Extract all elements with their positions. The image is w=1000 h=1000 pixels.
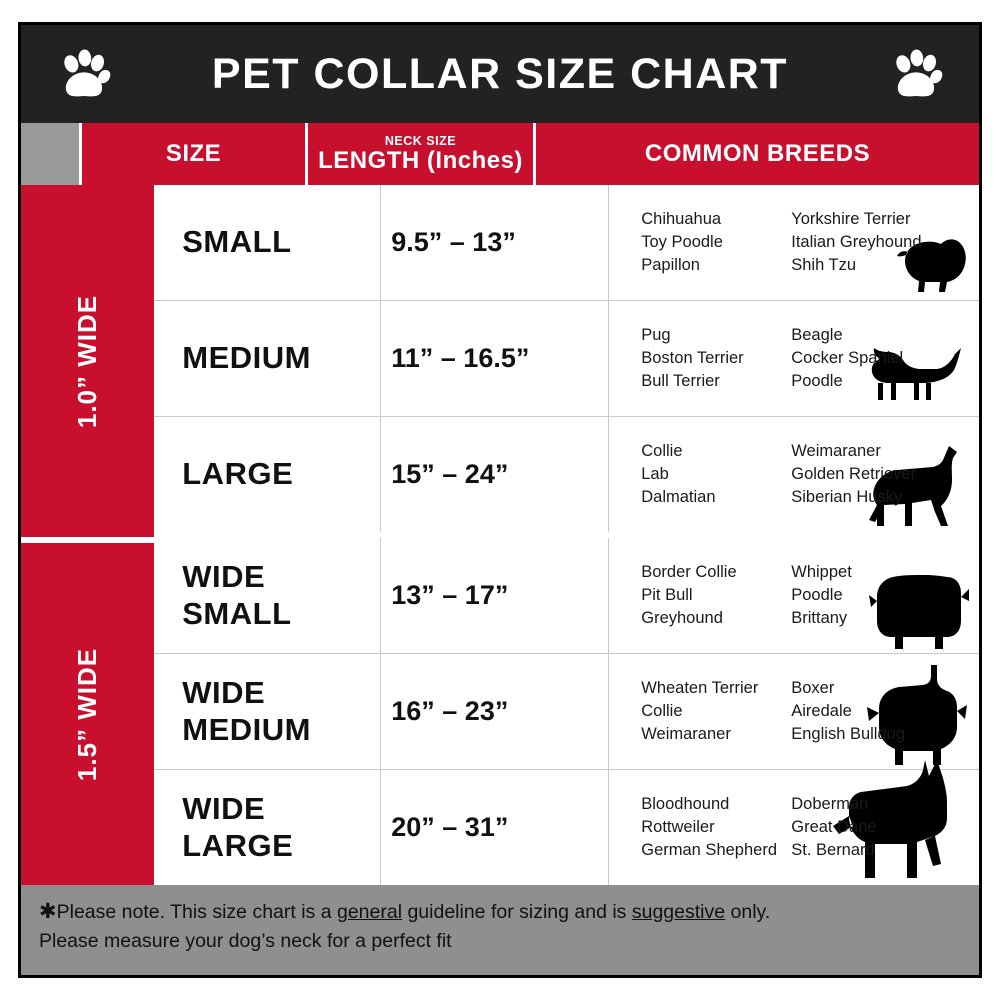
breed-item: English Bulldog xyxy=(791,724,905,743)
row-breeds-cell xyxy=(608,538,979,653)
breed-column-2 xyxy=(791,440,941,508)
breed-column-2 xyxy=(791,208,941,276)
breed-item: Dalmatian xyxy=(641,487,716,506)
table-row xyxy=(154,185,979,300)
footer-text-b: guideline for sizing and is xyxy=(402,901,632,923)
breed-item: German Shepherd xyxy=(641,840,777,859)
row-size-label-line1: WIDE xyxy=(182,674,266,710)
paw-print-icon xyxy=(889,47,943,101)
row-breeds-cell xyxy=(608,770,979,885)
row-size-label-line2: MEDIUM xyxy=(182,711,311,747)
row-breeds-cell xyxy=(608,185,979,300)
row-length-label: 20” – 31” xyxy=(391,812,509,842)
breed-item: Doberman xyxy=(791,795,869,814)
row-size-label: MEDIUM xyxy=(182,340,311,376)
row-size-label-line1: WIDE xyxy=(182,790,266,826)
row-size-label xyxy=(182,559,291,632)
column-header-breeds-label: COMMON BREEDS xyxy=(644,140,871,168)
breed-item: Rottweiler xyxy=(641,818,715,837)
table-row xyxy=(154,769,979,885)
breed-item: Border Collie xyxy=(641,563,737,582)
breed-item: Whippet xyxy=(791,563,852,582)
breed-item: Pug xyxy=(641,326,671,345)
row-size-label-line2: LARGE xyxy=(182,827,294,863)
breed-item: Lab xyxy=(641,465,669,484)
row-size-cell xyxy=(154,770,380,885)
row-size-cell xyxy=(154,417,380,532)
table-row xyxy=(154,416,979,532)
breed-item: Toy Poodle xyxy=(641,233,723,252)
breed-item: Golden Retriever xyxy=(791,465,916,484)
row-size-label: LARGE xyxy=(182,456,294,492)
footer-note xyxy=(21,885,979,977)
row-size-cell xyxy=(154,185,380,300)
corner-cell xyxy=(21,123,79,185)
breed-item: Pit Bull xyxy=(641,586,693,605)
footer-text-underline-suggestive: suggestive xyxy=(631,901,726,923)
breed-column-1 xyxy=(641,793,791,861)
footer-text-a: Please note. This size chart is a xyxy=(56,901,337,923)
breed-column-1 xyxy=(641,208,791,276)
group-label-1-0-wide xyxy=(21,185,154,537)
breed-item: Poodle xyxy=(791,586,843,605)
paw-print-icon xyxy=(57,47,111,101)
breed-item: Boxer xyxy=(791,679,835,698)
breed-column-1 xyxy=(641,324,791,392)
row-size-cell xyxy=(154,301,380,416)
breed-item: Yorkshire Terrier xyxy=(791,210,911,229)
row-breeds-cell xyxy=(608,417,979,532)
breed-column-2 xyxy=(791,561,941,629)
breed-item: Collie xyxy=(641,702,683,721)
breed-column-1 xyxy=(641,561,791,629)
chart-body xyxy=(21,185,979,885)
breed-column-2 xyxy=(791,324,941,392)
breed-item: St. Bernard xyxy=(791,840,875,859)
breed-item: Papillon xyxy=(641,255,700,274)
table-row xyxy=(154,653,979,769)
breed-item: Italian Greyhound xyxy=(791,233,922,252)
row-size-label xyxy=(182,791,293,864)
row-length-cell xyxy=(380,185,608,300)
row-length-cell xyxy=(380,301,608,416)
breed-item: Brittany xyxy=(791,608,848,627)
chart-header xyxy=(21,25,979,123)
table-row xyxy=(154,532,979,653)
column-header-breeds xyxy=(533,123,979,185)
row-size-cell xyxy=(154,654,380,769)
breed-column-1 xyxy=(641,440,791,508)
row-length-label: 11” – 16.5” xyxy=(391,343,530,373)
row-size-label xyxy=(182,675,311,748)
breed-column-2 xyxy=(791,677,941,745)
breed-item: Collie xyxy=(641,442,683,461)
row-length-label: 15” – 24” xyxy=(391,459,509,489)
footer-text-c: only. xyxy=(725,901,771,923)
row-size-label-line2: SMALL xyxy=(182,595,292,631)
column-header-size-label: SIZE xyxy=(165,140,222,168)
page-title: PET COLLAR SIZE CHART xyxy=(211,49,789,98)
row-length-cell xyxy=(380,538,608,653)
breed-item: Weimaraner xyxy=(641,724,731,743)
group-label-text: 1.0” WIDE xyxy=(72,294,103,428)
row-length-label: 16” – 23” xyxy=(391,696,509,726)
width-group-rail xyxy=(21,185,154,885)
breed-item: Greyhound xyxy=(641,608,723,627)
breed-item: Chihuahua xyxy=(641,210,722,229)
breed-item: Boston Terrier xyxy=(641,349,744,368)
row-length-cell xyxy=(380,770,608,885)
asterisk-icon: ✱ xyxy=(39,900,57,923)
row-breeds-cell xyxy=(608,301,979,416)
column-header-size xyxy=(79,123,305,185)
column-header-length-label: LENGTH (Inches) xyxy=(318,146,523,174)
breed-item: Beagle xyxy=(791,326,843,345)
breed-column-2 xyxy=(791,793,941,861)
column-header-row xyxy=(21,123,979,185)
breed-item: Cocker Spaniel xyxy=(791,349,904,368)
breed-item: Siberian Husky xyxy=(791,487,903,506)
breed-column-1 xyxy=(641,677,791,745)
row-size-label-line1: WIDE xyxy=(182,558,266,594)
row-breeds-cell xyxy=(608,654,979,769)
footer-line-2: Please measure your dog’s neck for a perfect fit xyxy=(39,930,452,953)
rows-container xyxy=(154,185,979,885)
footer-text-underline-general: general xyxy=(336,901,403,923)
column-header-length xyxy=(305,123,533,185)
breed-item: Bloodhound xyxy=(641,795,730,814)
breed-item: Weimaraner xyxy=(791,442,881,461)
group-label-1-5-wide xyxy=(21,543,154,885)
breed-item: Bull Terrier xyxy=(641,371,720,390)
table-row xyxy=(154,300,979,416)
row-length-cell xyxy=(380,654,608,769)
group-label-text: 1.5” WIDE xyxy=(72,647,103,781)
row-length-cell xyxy=(380,417,608,532)
row-size-cell xyxy=(154,538,380,653)
footer-line-1 xyxy=(39,897,961,927)
breed-item: Airedale xyxy=(791,702,852,721)
chart-frame xyxy=(18,22,982,978)
row-size-label: SMALL xyxy=(182,224,292,260)
breed-item: Wheaten Terrier xyxy=(641,679,759,698)
row-length-label: 9.5” – 13” xyxy=(391,227,516,257)
row-length-label: 13” – 17” xyxy=(391,580,509,610)
breed-item: Shih Tzu xyxy=(791,255,857,274)
column-header-length-sublabel: NECK SIZE xyxy=(384,134,457,149)
breed-item: Great Dane xyxy=(791,818,877,837)
breed-item: Poodle xyxy=(791,371,843,390)
